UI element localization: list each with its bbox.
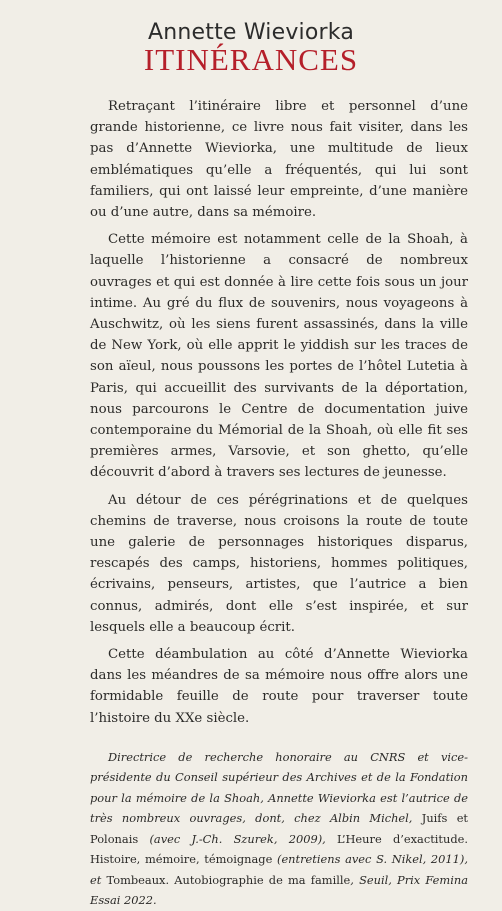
bio-book-title-2: L’Heure d’exactitude. Histoire, mémoire, témoignage (90, 831, 468, 867)
summary-paragraph-4: Cette déambulation au côté d’Annette Wieviorka dans les méandres de sa mémoire nous offre alors une formidable feuille de route pour traverser toute l’histoire du XXe siècle. (90, 647, 468, 726)
book-title: ITINÉRANCES (143, 42, 359, 77)
bio-book-note-2: (entretiens avec S. Nikel, 2011), (272, 852, 468, 867)
summary-paragraph-2: Cette mémoire est notamment celle de la Shoah, à laquelle l’historienne a consacré de nombreux ouvrages et qui est donnée à lire cette fois sous un jour intime. Au gré du flux de souvenirs, nous voyageons à Auschwitz, où les siens furent assassinés, dans la ville de New York, où elle apprit le yiddish sur les traces de son aïeul, nous poussons les portes de l’hôtel Lutetia à Paris, qui accueillit des survivants de la déportation, nous parcourons le Centre de documentation juive contemporaine du Mémorial de la Shoah, où elle fit ses premières armes, Varsovie, et son ghetto, qu’elle découvrit d’abord à travers ses lectures de jeunesse. (90, 232, 468, 481)
bio-book-prefix-3: et (90, 872, 107, 887)
section-spacer (90, 735, 468, 747)
bio-intro: Directrice de recherche honoraire au CNRS et vice-présidente du Conseil supérieur des Archives et de la Fondation pour la mémoire de la Shoah, Annette Wieviorka est l’autrice de très nombreux ouvrages, dont, chez Albin Michel, (90, 749, 468, 826)
cover-text (90, 96, 468, 911)
bio-book-note-3: , Seuil, Prix Femina Essai 2022. (90, 872, 468, 908)
bio-book-title-1: Juifs et Polonais (90, 811, 469, 846)
bio-book-note-1: (avec J.-Ch. Szurek, 2009), (138, 831, 338, 846)
summary-paragraph-3: Au détour de ces pérégrinations et de quelques chemins de traverse, nous croisons la route de toute une galerie de personnages historiques disparus, rescapés des camps, historiens, hommes politiques, écrivains, penseurs, artistes, que l’autrice a bien connus, admirés, dont elle s’est inspirée, et sur lesquels elle a beaucoup écrit. (90, 492, 468, 635)
bio-book-title-3: Tombeaux. Autobiographie de ma famille (106, 872, 351, 887)
author-name: Annette Wieviorka (147, 20, 355, 45)
summary-paragraph-1: Retraçant l’itinéraire libre et personnel d’une grande historienne, ce livre nous fait visiter, dans les pas d’Annette Wieviorka, une multitude de lieux emblématiques qu’elle a fréquentés, qui lui sont familiers, qui ont laissé leur empreinte, d’une manière ou d’une autre, dans sa mémoire. (90, 99, 468, 221)
author-bio (90, 747, 468, 911)
